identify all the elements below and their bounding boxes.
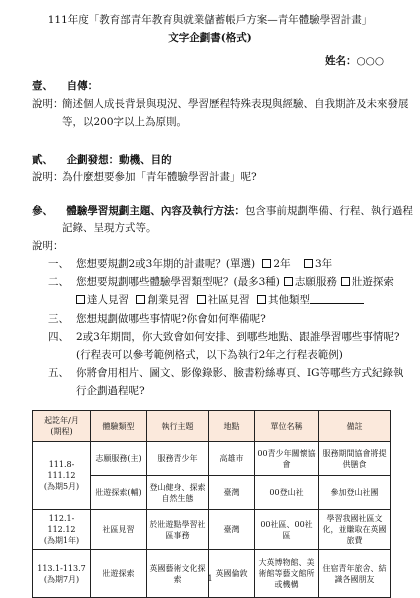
cell-theme: 登山健身、探索自然生態 [147, 476, 209, 510]
cell-note: 參加登山社團 [319, 476, 391, 510]
q5-line2: 行企劃過程呢? [76, 385, 145, 397]
q2-option-community: 社區見習 [207, 294, 250, 306]
q2-checkbox-explore[interactable] [341, 277, 350, 286]
section1-heading [32, 79, 98, 93]
section1-note-line2: 等，以200字以上為原則。 [62, 116, 188, 128]
cell-note: 服務期間協會將提供膳食 [319, 442, 391, 476]
document-subtitle: 文字企劃書(格式) [168, 32, 252, 44]
section3-title-rest: 包含事前規劃準備、行程、執行過程 [244, 205, 413, 217]
q2-option-volunteer: 志願服務 [294, 276, 337, 288]
q2-text: 您想要規劃哪些體驗學習類型呢？(最多3種) [76, 276, 280, 288]
cell-theme: 服務青少年 [147, 442, 209, 476]
cell-unit: 大英博物館、美術館等藝文館所或機構 [255, 550, 319, 598]
table-row [33, 442, 391, 476]
section3-note-label: 說明： [32, 240, 64, 252]
q4-subnote: (行程表可以參考範例格式，以下為執行2年之行程表範例) [76, 349, 343, 361]
section1-note-line1: 簡述個人成長背景與現況、學習歷程特殊表現與經驗、自我期許及未來發展 [62, 98, 409, 110]
section3-number: 參、 [32, 205, 53, 217]
header-period: 起訖年/月 (期程) [33, 411, 91, 442]
cell-theme: 於壯遊點學習社區事務 [147, 510, 209, 550]
section1-number: 壹、 [32, 80, 53, 92]
header-unit: 單位名稱 [255, 411, 319, 442]
q5-number: 五、 [48, 367, 69, 379]
section2-note: 為什麼想要參加「青年體驗學習計畫」呢? [62, 171, 257, 183]
page-number: 1 [207, 574, 213, 583]
q3-number: 三、 [48, 313, 69, 325]
cell-note: 學習我國社區文化，並賺取在英國旅費 [319, 510, 391, 550]
q2-option-other: 其他類型 [268, 294, 311, 306]
section3-title: 體驗學習規劃主題、內容及執行方法： [66, 205, 245, 217]
q2-row2 [72, 293, 364, 307]
q2-other-blank[interactable] [310, 294, 364, 304]
q1-number: 一、 [48, 258, 69, 270]
document-title: 111年度「教育部青年教育與就業儲蓄帳戶方案—青年體驗學習計畫」 [47, 14, 373, 26]
section1-note-label: 說明： [32, 98, 64, 110]
q2-checkbox-startup[interactable] [136, 295, 145, 304]
header-type: 體驗類型 [91, 411, 147, 442]
q2-option-startup: 創業見習 [147, 294, 190, 306]
q2-checkbox-expert[interactable] [76, 295, 85, 304]
q2-number: 二、 [48, 276, 69, 288]
q2-row1 [76, 275, 394, 289]
itinerary-table [32, 410, 391, 598]
q1-option-2year: 2年 [273, 258, 291, 270]
cell-type: 志願服務(主) [91, 442, 147, 476]
q2-option-explore: 壯遊探索 [351, 276, 394, 288]
cell-period: 111.8-111.12 (為期5月) [33, 442, 91, 510]
table-row [33, 510, 391, 550]
q1-text: 您想要規劃2或3年期的計畫呢？(單選) [76, 258, 256, 270]
cell-place: 臺灣 [209, 510, 255, 550]
section1-title: 自傳： [66, 80, 99, 92]
cell-period: 113.1-113.7 (為期7月) [33, 550, 91, 598]
q5-line1: 你將會用相片、圖文、影像錄影、臉書粉絲專頁、IG等哪些方式紀錄執 [76, 367, 404, 379]
cell-place: 臺灣 [209, 476, 255, 510]
q1-option-3year: 3年 [314, 258, 333, 270]
section3-heading [32, 204, 413, 218]
q1-checkbox-3year[interactable] [304, 259, 313, 268]
section2-number: 貳、 [32, 154, 53, 166]
q4-number: 四、 [48, 331, 69, 343]
section2-note-label: 說明： [32, 171, 64, 183]
cell-theme: 英國藝術文化探索 [147, 550, 209, 598]
cell-place: 高雄市 [209, 442, 255, 476]
cell-unit: 00青少年關懷協會 [255, 442, 319, 476]
q2-option-expert: 達人見習 [87, 294, 129, 306]
header-theme: 執行主題 [147, 411, 209, 442]
table-header-row [33, 411, 391, 442]
cell-type: 壯遊探索 [91, 550, 147, 598]
q2-checkbox-other[interactable] [257, 295, 266, 304]
q1-checkbox-2year[interactable] [262, 259, 271, 268]
section2-title: 企劃發想：動機、目的 [66, 154, 172, 166]
section3-title-line2: 記錄、呈現方式等。 [62, 222, 157, 234]
q3-text: 您想規劃做哪些事情呢?你會如何準備呢? [76, 313, 266, 325]
cell-note: 住宿青年旅舍、結識各國朋友 [319, 550, 391, 598]
q1-row [76, 257, 332, 271]
header-note: 備註 [319, 411, 391, 442]
cell-type: 壯遊探索(輔) [91, 476, 147, 510]
q2-checkbox-community[interactable] [197, 295, 206, 304]
q4-text: 2或3年期間，你大致會如何安排、到哪些地點、跟誰學習哪些事情呢? [76, 331, 400, 343]
header-place: 地點 [209, 411, 255, 442]
author-name: 姓名：○○○ [325, 55, 384, 67]
q2-checkbox-volunteer[interactable] [284, 277, 293, 286]
cell-place: 英國倫敦 [209, 550, 255, 598]
cell-period: 112.1-112.12 (為期1年) [33, 510, 91, 550]
cell-type: 社區見習 [91, 510, 147, 550]
cell-unit: 00社區、00社區 [255, 510, 319, 550]
section2-heading [32, 153, 172, 167]
cell-unit: 00登山社 [255, 476, 319, 510]
